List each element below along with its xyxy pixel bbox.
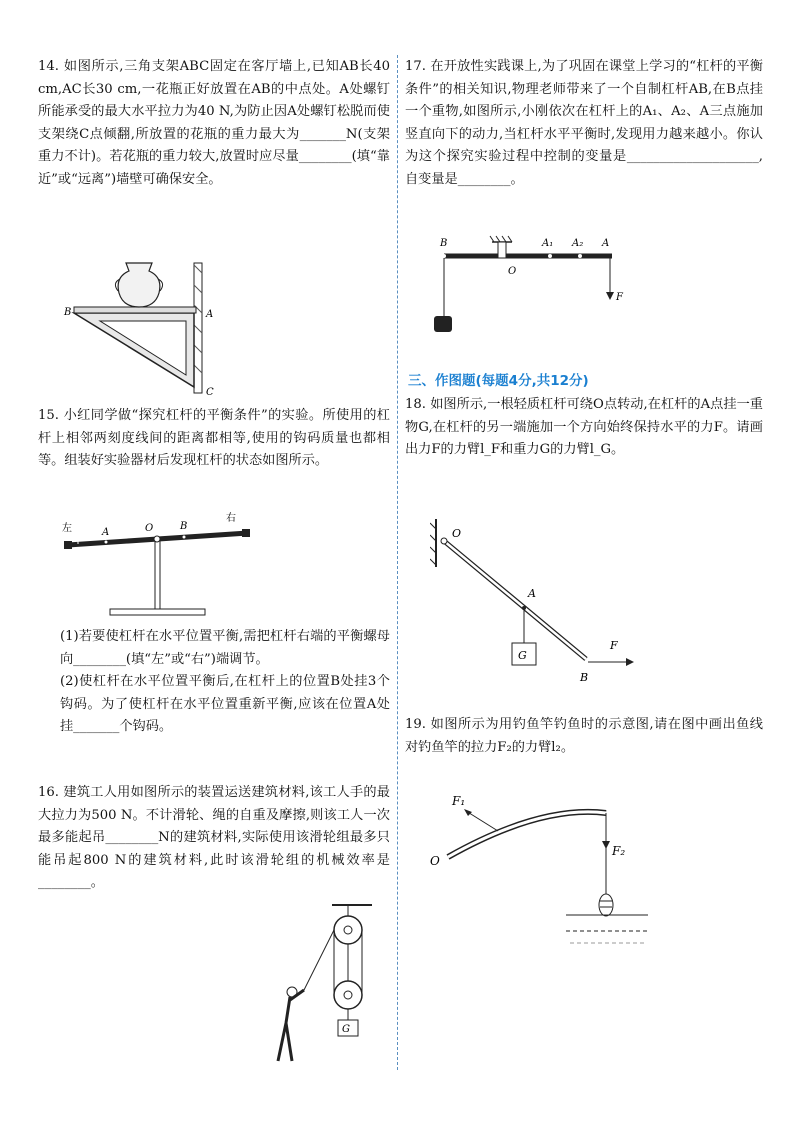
- q15-label-a: A: [102, 527, 110, 538]
- question-18: [405, 394, 763, 462]
- q18-label-a: A: [528, 587, 536, 600]
- question-16: [38, 782, 390, 895]
- question-16-text: 16. 建筑工人用如图所示的装置运送建筑材料,该工人手的最大拉力为500 N。不计滑轮、绳的自重及摩擦,则该工人一次最多能起吊________N的建筑材料,实际使用该滑轮组最多只能吊起800 N的建筑材料,此时该滑轮组的机械效率是________。: [38, 785, 390, 890]
- q16-label-g: G: [342, 1024, 350, 1035]
- question-15-sub1: (1)若要使杠杆在水平位置平衡,需把杠杆右端的平衡螺母向________(填“左”或“右”)端调节。: [60, 629, 390, 667]
- q19-label-o: O: [430, 854, 440, 868]
- question-15-sub2: (2)使杠杆在水平位置平衡后,在杠杆上的位置B处挂3个钩码。为了使杠杆在水平位置重新平衡,应该在位置A处挂_______个钩码。: [60, 674, 390, 734]
- question-15-sub: [60, 626, 390, 739]
- q18-label-f: F: [610, 639, 618, 652]
- q18-label-o: O: [452, 527, 462, 540]
- q18-figure-lever: [430, 515, 650, 685]
- q15-label-b: B: [180, 521, 188, 532]
- q17-label-a1: A₁: [542, 238, 554, 249]
- question-15: [38, 405, 390, 473]
- q17-label-a: A: [602, 238, 610, 249]
- q14-figure-bracket: [60, 255, 220, 397]
- question-17-text: 17. 在开放性实践课上,为了巩固在课堂上学习的“杠杆的平衡条件”的相关知识,物理老师带来了一个自制杠杆AB,在B点挂一个重物,如图所示,小刚依次在杠杆上的A₁、A₂、A三点施加竖直向下的动力,当杠杆水平平衡时,发现用力越来越小。你认为这个探究实验过程中控制的变量是____________________,自变量是________。: [405, 59, 763, 187]
- q15-label-right: 右: [226, 513, 236, 524]
- section-3-title: 三、作图题(每题4分,共12分): [408, 373, 589, 389]
- q18-label-g: G: [518, 649, 527, 662]
- question-14: [38, 56, 390, 191]
- question-19-text: 19. 如图所示为用钓鱼竿钓鱼时的示意图,请在图中画出鱼线对钓鱼竿的拉力F₂的力臂l₂。: [405, 717, 763, 755]
- q19-figure-fishing: [430, 785, 660, 955]
- question-18-text: 18. 如图所示,一根轻质杠杆可绕O点转动,在杠杆的A点挂一重物G,在杠杆的另一端施加一个方向始终保持水平的力F。请画出力F的力臂l_F和重力G的力臂l_G。: [405, 397, 763, 457]
- q17-figure-lever: [430, 230, 630, 340]
- q14-label-c: C: [206, 387, 214, 397]
- question-15-text: 15. 小红同学做“探究杠杆的平衡条件”的实验。所使用的杠杆上相邻两刻度线间的距离都相等,使用的钩码质量也都相等。组装好实验器材后发现杠杆的状态如图所示。: [38, 408, 390, 468]
- q15-label-o: O: [145, 523, 154, 534]
- q17-label-f: F: [616, 292, 623, 303]
- question-14-text: 14. 如图所示,三角支架ABC固定在客厅墙上,已知AB长40 cm,AC长30 cm,一花瓶正好放置在AB的中点处。A处螺钉所能承受的最大水平拉力为40 N,为防止因A处螺钉松脱而使支架绕C点倾翻,所放置的花瓶的重力最大为_______N(支架重力不计)。若花瓶的重力较大,放置时应尽量________(填“靠近”或“远离”)墙壁可确保安全。: [38, 59, 390, 187]
- q19-label-f2: F₂: [612, 844, 626, 858]
- q17-label-b: B: [440, 238, 448, 249]
- question-17: [405, 56, 763, 191]
- column-divider: [397, 55, 398, 1070]
- question-19: [405, 714, 763, 759]
- q14-label-a: A: [206, 309, 214, 320]
- q16-figure-pulley: [262, 900, 382, 1070]
- q18-label-b: B: [580, 671, 589, 684]
- q19-label-f1: F₁: [452, 794, 466, 808]
- q17-label-o: O: [508, 266, 517, 277]
- q17-label-a2: A₂: [572, 238, 584, 249]
- q15-label-left: 左: [62, 523, 72, 534]
- q15-figure-lever: [60, 505, 260, 620]
- q14-label-b: B: [64, 307, 72, 318]
